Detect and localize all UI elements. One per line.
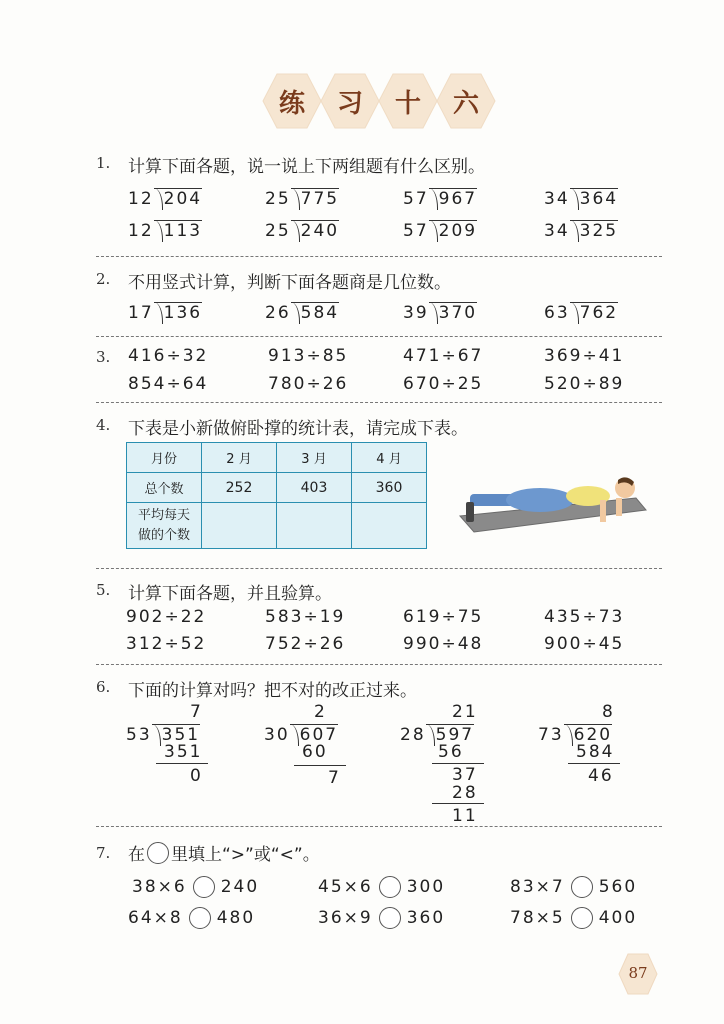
subtraction-line (156, 763, 208, 764)
page-number-text: 87 (628, 964, 648, 982)
answer-circle[interactable] (571, 876, 593, 898)
remainder: 46 (588, 766, 614, 786)
expression: 900÷45 (544, 634, 625, 654)
comparison-right: 360 (406, 908, 446, 928)
division-problem: 34 325 (544, 221, 619, 241)
partial-product: 584 (576, 742, 615, 762)
partial-product: 351 (164, 742, 203, 762)
comparison-right: 240 (220, 877, 260, 897)
quotient: 21 (452, 702, 478, 722)
comparison (318, 876, 445, 898)
subtraction-line (294, 765, 346, 766)
division-problem: 12 204 (128, 189, 203, 209)
question-text: 下表是小新做俯卧撑的统计表，请完成下表。 (128, 419, 468, 439)
divider (96, 568, 662, 569)
expression: 780÷26 (268, 374, 349, 394)
division-problem: 39 370 (403, 303, 478, 323)
divider (96, 336, 662, 337)
answer-cell[interactable] (202, 503, 277, 549)
division-setup: 73 620 (538, 725, 613, 745)
question-text: 不用竖式计算，判断下面各题商是几位数。 (128, 273, 451, 293)
expression: 435÷73 (544, 607, 625, 627)
comparison-left: 78×5 (510, 908, 565, 928)
row-label: 总个数 (127, 473, 202, 503)
answer-cell[interactable] (277, 503, 352, 549)
question-text: 计算下面各题，并且验算。 (128, 584, 332, 604)
partial-product: 28 (452, 783, 478, 803)
expression: 471÷67 (403, 346, 484, 366)
table-cell: 360 (352, 473, 427, 503)
answer-circle[interactable] (189, 907, 211, 929)
comparison-right: 560 (598, 877, 638, 897)
expression: 520÷89 (544, 374, 625, 394)
table-header: 4 月 (352, 443, 427, 473)
question-text-part: 里填上“>”或“<”。 (171, 845, 320, 865)
answer-cell[interactable] (352, 503, 427, 549)
expression: 913÷85 (268, 346, 349, 366)
comparison (128, 907, 255, 929)
expression: 752÷26 (265, 634, 346, 654)
remainder: 11 (452, 806, 478, 826)
expression: 990÷48 (403, 634, 484, 654)
table-cell: 403 (277, 473, 352, 503)
row-label-line: 做的个数 (137, 527, 190, 543)
question-number: 1. (96, 154, 111, 172)
row-label-line: 平均每天 (137, 507, 190, 523)
page-number (618, 952, 658, 996)
question-number: 3. (96, 348, 111, 366)
remainder: 0 (190, 766, 203, 786)
title-hex-2 (320, 72, 380, 130)
comparison-left: 36×9 (318, 908, 373, 928)
answer-circle[interactable] (379, 907, 401, 929)
answer-circle[interactable] (193, 876, 215, 898)
division-problem: 17 136 (128, 303, 203, 323)
question-number: 6. (96, 678, 111, 696)
table-header: 3 月 (277, 443, 352, 473)
subtraction-line (432, 803, 484, 804)
division-setup: 28 597 (400, 725, 475, 745)
division-problem: 26 584 (265, 303, 340, 323)
division-problem: 63 762 (544, 303, 619, 323)
exercise-title (262, 72, 494, 130)
division-problem: 25 240 (265, 221, 340, 241)
title-char: 习 (336, 88, 363, 119)
division-problem: 25 775 (265, 189, 340, 209)
intermediate: 37 (452, 765, 478, 785)
quotient: 8 (602, 702, 615, 722)
quotient: 7 (190, 702, 203, 722)
comparison-left: 83×7 (510, 877, 565, 897)
subtraction-line (568, 763, 620, 764)
comparison-left: 38×6 (132, 877, 187, 897)
comparison (318, 907, 445, 929)
table-header: 2 月 (202, 443, 277, 473)
divider (96, 256, 662, 257)
title-hex-4 (436, 72, 496, 130)
comparison-right: 300 (406, 877, 446, 897)
row-label (127, 503, 202, 549)
table-cell: 252 (202, 473, 277, 503)
remainder: 7 (328, 768, 341, 788)
comparison-left: 64×8 (128, 908, 183, 928)
expression: 854÷64 (128, 374, 209, 394)
division-problem: 57 209 (403, 221, 478, 241)
comparison (510, 876, 637, 898)
title-char: 六 (452, 88, 479, 119)
pushup-illustration (440, 472, 650, 534)
comparison (510, 907, 637, 929)
subtraction-line (432, 763, 484, 764)
divider (96, 826, 662, 827)
division-setup: 53 351 (126, 725, 201, 745)
division-problem: 57 967 (403, 189, 478, 209)
division-setup: 30 607 (264, 725, 339, 745)
expression: 312÷52 (126, 634, 207, 654)
question-number: 5. (96, 581, 111, 599)
division-problem: 34 364 (544, 189, 619, 209)
quotient: 2 (314, 702, 327, 722)
partial-product: 60 (302, 742, 328, 762)
question-number: 4. (96, 416, 111, 434)
question-text-part: 在 (128, 845, 145, 865)
table-header: 月份 (127, 443, 202, 473)
answer-circle[interactable] (379, 876, 401, 898)
divider (96, 402, 662, 403)
expression: 369÷41 (544, 346, 625, 366)
division-problem: 12 113 (128, 221, 203, 241)
expression: 670÷25 (403, 374, 484, 394)
title-hex-1 (262, 72, 322, 130)
expression: 416÷32 (128, 346, 209, 366)
comparison-right: 400 (598, 908, 638, 928)
partial-product: 56 (438, 742, 464, 762)
comparison-left: 45×6 (318, 877, 373, 897)
title-char: 练 (278, 88, 305, 119)
circle-icon (147, 842, 169, 864)
answer-circle[interactable] (571, 907, 593, 929)
divider (96, 664, 662, 665)
expression: 583÷19 (265, 607, 346, 627)
question-text: 下面的计算对吗？把不对的改正过来。 (128, 681, 417, 701)
question-text (128, 840, 320, 865)
title-hex-3 (378, 72, 438, 130)
question-text: 计算下面各题，说一说上下两组题有什么区别。 (128, 157, 485, 177)
expression: 619÷75 (403, 607, 484, 627)
expression: 902÷22 (126, 607, 207, 627)
comparison-right: 480 (216, 908, 256, 928)
comparison (132, 876, 259, 898)
question-number: 7. (96, 844, 111, 862)
pushup-stats-table (126, 442, 427, 549)
title-char: 十 (394, 88, 421, 119)
question-number: 2. (96, 270, 111, 288)
